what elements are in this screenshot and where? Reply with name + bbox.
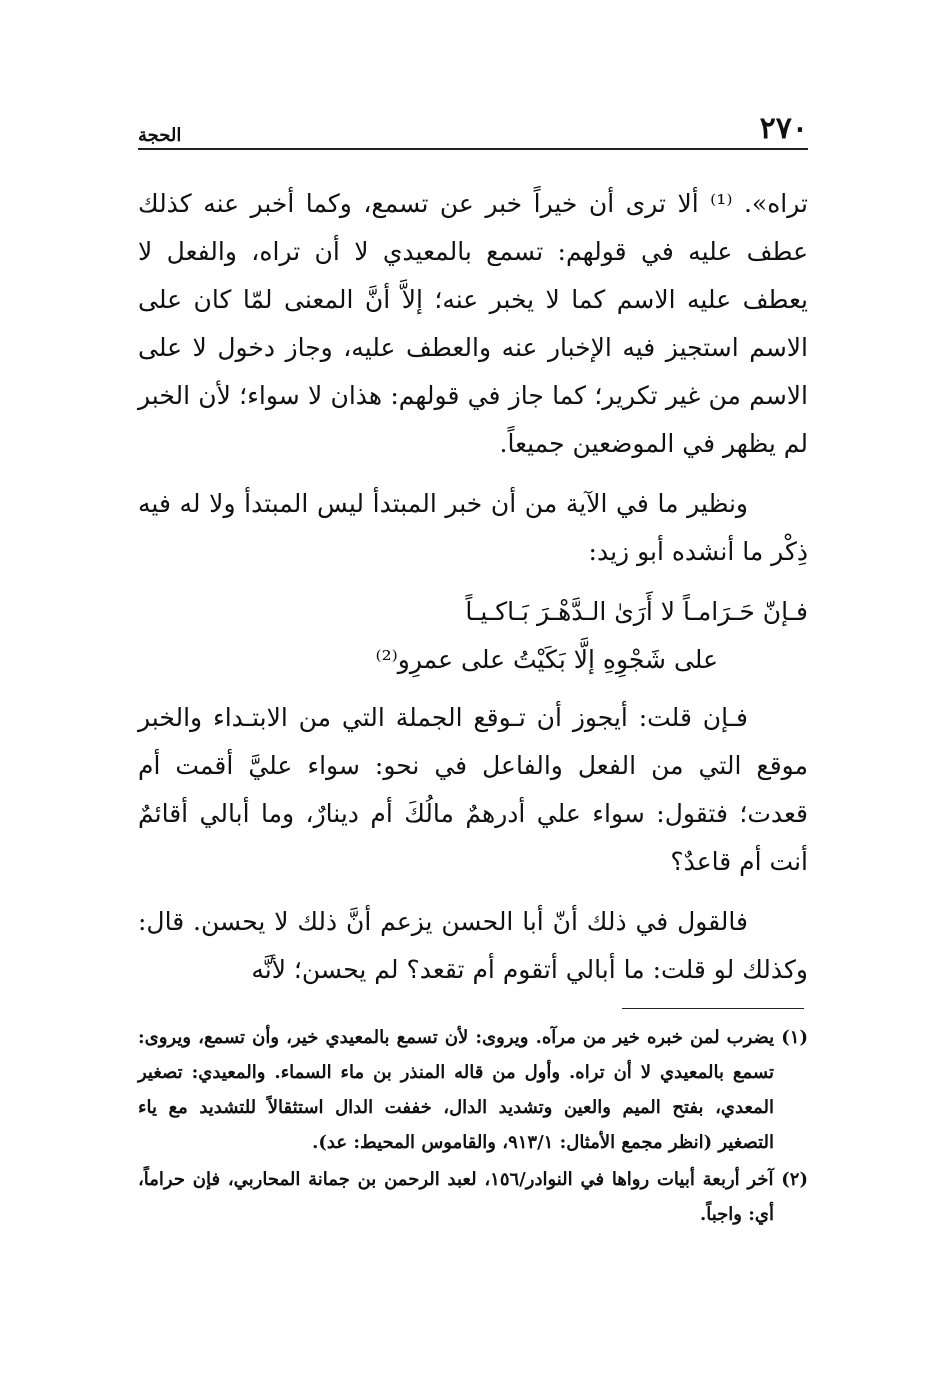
paragraph-2: ونظير ما في الآية من أن خبر المبتدأ ليس المبتدأ ولا له فيه ذِكْر ما أنشده أبو زيد: — [138, 489, 808, 566]
footnote-separator — [622, 1008, 804, 1009]
main-text — [138, 180, 808, 994]
verse-line-1: فـإنّ حَـرَامـاً لا أَرَىٰ الـدَّهْـرَ بَـاكـيـاً — [465, 597, 808, 626]
verse-line-2: على شَجْوِهِ إلَّا بَكَيْتُ على عمرِو⁽²⁾ — [375, 645, 718, 674]
header-rule — [138, 148, 808, 150]
footnote-1: (١) يضرب لمن خبره خير من مرآه. ويروى: لأن تسمع بالمعيدي خير، وأن تسمع، ويروى: تسمع بالمعيدي لا أن تراه. وأول من قاله المنذر بن ماء السماء. والمعيدي: تصغير المعدي، بفتح الميم والعين وتشديد الدال، خففت الدال استثقالاً للتشديد مع ياء التصغير (انظر مجمع الأمثال: ٩١٣/١، والقاموس المحيط: عد). — [138, 1027, 808, 1153]
footnote-2: (٢) آخر أربعة أبيات رواها في النوادر/١٥٦، لعبد الرحمن بن جمانة المحاربي، فإن حراماً، أي: واجباً. — [138, 1169, 808, 1225]
page-number: ٢٧٠ — [759, 111, 808, 146]
paragraph-3: فـإن قلت: أيجوز أن تـوقع الجملة التي من الابتـداء والخبر موقع التي من الفعل والفاعل في نحو: سواء عليَّ أقمت أم قعدت؛ فتقول: سواء علي أدرهمٌ مالُكَ أم دينارٌ، وما أبالي أقائمٌ أنت أم قاعدٌ؟ — [138, 703, 808, 876]
paragraph-4: فالقول في ذلك أنّ أبا الحسن يزعم أنَّ ذلك لا يحسن. قال: وكذلك لو قلت: ما أبالي أتقوم أم تقعد؟ لم يحسن؛ لأنَّه — [138, 907, 808, 984]
paragraph-1: تراه». ⁽¹⁾ ألا ترى أن خيراً خبر عن تسمع، وكما أخبر عنه كذلك عطف عليه في قولهم: تسمع بالمعيدي لا أن تراه، والفعل لا يعطف عليه الاسم كما لا يخبر عنه؛ إلاَّ أنَّ المعنى لمّا كان على الاسم استجيز فيه الإخبار عنه والعطف عليه، وجاز دخول لا على الاسم من غير تكرير؛ كما جاز في قولهم: هذان لا سواء؛ لأن الخبر لم يظهر في الموضعين جميعاً. — [138, 189, 808, 458]
running-title: الحجة — [138, 125, 182, 146]
poetry-verse — [138, 588, 808, 684]
page-header — [138, 100, 808, 146]
footnotes — [138, 1020, 808, 1234]
